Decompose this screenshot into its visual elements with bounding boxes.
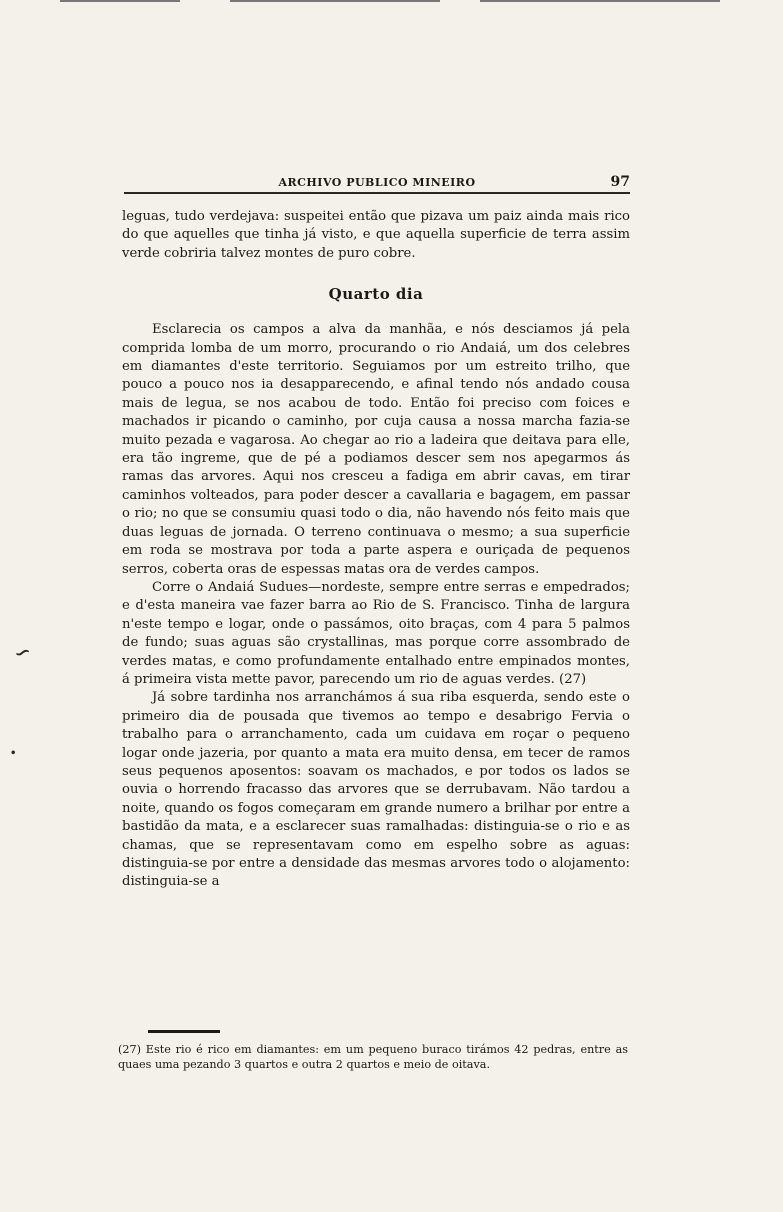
body-text [122, 208, 630, 892]
paragraph: Já sobre tardinha nos arranchámos á sua riba esquerda, sendo este o primeiro dia de pousada que tivemos ao tempo e desabrigo Fervia o trabalho para o arranchamento, cada um cuidava em roçar o pequeno logar onde jazeria, por quanto a mata era muito densa, em tecer de ramos seus pequenos aposentos: soavam os machados, e por todos os lados se ouvia o horrendo fracasso das arvores que se derrubavam. Não tardou a noite, quando os fogos começaram em grande numero a brilhar por entre a bastidão da mata, e a esclarecer suas ramalhadas: distinguia-se o rio e as chamas, que se representavam como em espelho sobre as aguas: distinguia-se por entre a densidade das mesmas arvores todo o alojamento: distinguia-se a [122, 690, 630, 890]
scan-edge-marks [0, 0, 783, 4]
margin-stain-mark: ∽ [10, 637, 35, 667]
paragraph: Corre o Andaiá Sudues—nordeste, sempre entre serras e empedrados; e d'esta maneira vae fazer barra ao Rio de S. Francisco. Tinha de largura n'este tempo e logar, onde o passámos, oito braças, com 4 para 5 palmos de fundo; suas aguas são crystallinas, mas porque corre assombrado de verdes matas, e como profundamente entalhado entre empinados montes, á primeira vista mette pavor, parecendo um rio de aguas verdes. (27) [122, 579, 630, 687]
paragraph-continuation: leguas, tudo verdejava: suspeitei então que pizava um paiz ainda mais rico do que aquelles que tinha já visto, e que aquella superficie de terra assim verde cobriria talvez montes de puro cobre. [122, 209, 630, 261]
running-head: ARCHIVO PUBLICO MINEIRO [278, 176, 476, 189]
page-header [124, 170, 630, 194]
paragraph: Esclarecia os campos a alva da manhãa, e nós desciamos já pela comprida lomba de um morro, procurando o rio Andaiá, um dos celebres em diamantes d'este territorio. Seguiamos por um estreito trilho, que pouco a pouco nos ia desapparecendo, e afinal tendo nós andado cousa mais de legua, se nos acabou de todo. Então foi preciso com foices e machados ir picando o caminho, por cuja causa a nossa marcha fazia-se muito pezada e vagarosa. Ao chegar ao rio a ladeira que deitava para elle, era tão ingreme, que de pé a podiamos descer sem nos apegarmos ás ramas das arvores. Aqui nos cresceu a fadiga em abrir cavas, em tirar caminhos volteados, para poder descer a cavallaria e bagagem, em passar o rio; no que se consumiu quasi todo o dia, não havendo nós feito mais que duas leguas de jornada. O terreno continuava o mesmo; a sua superficie em roda se mostrava por toda a parte aspera e ouriçada de pequenos serros, coberta oras de espessas matas ora de verdes campos. [122, 322, 630, 577]
margin-dot-mark: • [10, 748, 17, 759]
section-title: Quarto dia [328, 285, 424, 304]
footnote-rule [148, 1030, 220, 1033]
footnote: (27) Este rio é rico em diamantes: em um pequeno buraco tirámos 42 pedras, entre as quaes uma pezando 3 quartos e outra 2 quartos e meio de oitava. [118, 1043, 628, 1071]
page-number: 97 [610, 174, 630, 190]
